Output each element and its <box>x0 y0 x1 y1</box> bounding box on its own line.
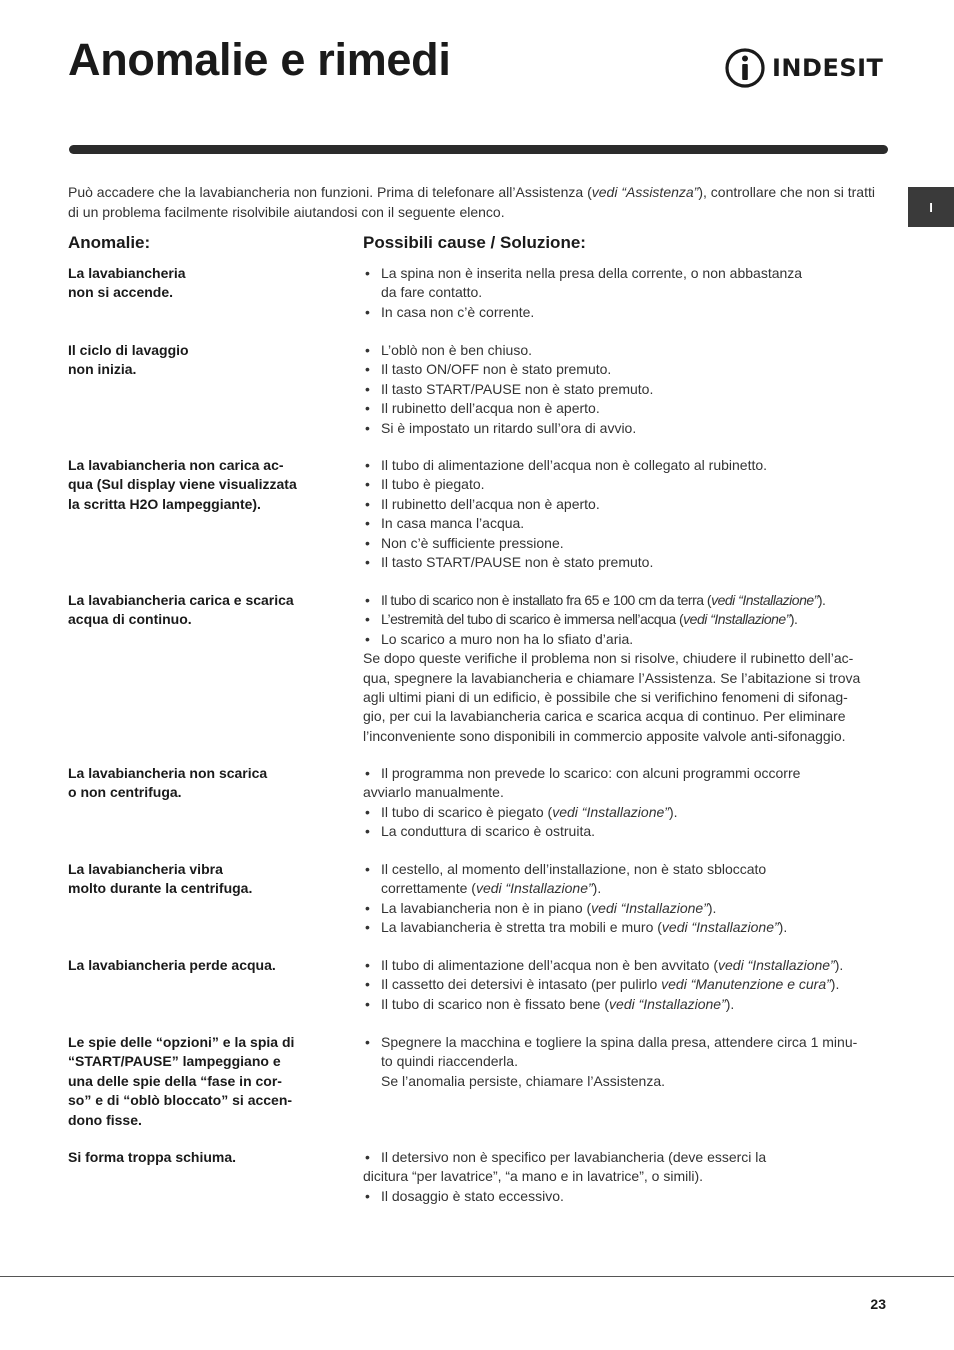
solution-segment: Il tasto START/PAUSE non è stato premuto. <box>381 380 654 397</box>
solution-segment: Il cestello, al momento dell’installazione, non è stato sbloccato <box>381 861 767 877</box>
solutions-column-heading: Possibili cause / Soluzione: <box>363 233 586 252</box>
solution-segment: Lo scarico a muro non ha lo sfiato d’aria. <box>381 630 634 647</box>
solution-bullet <box>363 380 885 399</box>
solution-segment: ). <box>668 803 678 820</box>
solution-bullet <box>363 995 885 1014</box>
anomaly-description <box>68 1148 330 1167</box>
solution-list <box>363 1148 885 1206</box>
solution-bullet <box>363 918 885 937</box>
solution-text <box>363 1052 885 1071</box>
anomaly-description <box>68 764 330 803</box>
intro-reference: vedi “Assistenza” <box>591 184 699 200</box>
solution-bullet <box>363 822 885 841</box>
solution-bullet <box>363 360 885 379</box>
solution-segment: ). <box>725 995 735 1012</box>
solution-segment: La conduttura di scarico è ostruita. <box>381 823 596 840</box>
solution-bullet <box>363 514 885 533</box>
solution-list <box>363 764 885 842</box>
cross-reference: vedi “Installazione” <box>661 919 779 936</box>
solution-list <box>363 860 885 938</box>
solution-segment: Il tubo di scarico non è installato fra 65 e 100 cm da terra ( <box>381 592 712 608</box>
solution-text <box>363 879 885 898</box>
solution-segment: avviarlo manualmente. <box>363 784 504 801</box>
anomaly-line: Si forma troppa schiuma. <box>68 1149 237 1165</box>
solution-bullet <box>363 956 885 975</box>
anomaly-description <box>68 341 330 380</box>
solution-bullet <box>363 803 885 822</box>
solution-segment: Spegnere la macchina e togliere la spina dalla presa, attendere circa 1 minu- <box>381 1034 858 1050</box>
anomaly-line: La lavabiancheria carica e scarica <box>68 592 294 608</box>
solution-segment: Il tasto START/PAUSE non è stato premuto. <box>381 554 654 571</box>
anomaly-line: o non centrifuga. <box>68 784 182 801</box>
solution-segment: ). <box>707 899 717 916</box>
solution-segment: Il dosaggio è stato eccessivo. <box>381 1187 564 1204</box>
solution-bullet <box>363 1187 885 1206</box>
cross-reference: vedi “Installazione” <box>475 880 593 897</box>
anomaly-line: dono fisse. <box>68 1111 142 1128</box>
solution-segment: Il tasto ON/OFF non è stato premuto. <box>381 361 612 378</box>
solution-list <box>363 591 885 746</box>
anomaly-line: non inizia. <box>68 361 137 378</box>
solution-bullet <box>363 899 885 918</box>
solution-bullet <box>363 341 885 360</box>
solution-text <box>363 1167 885 1186</box>
cross-reference: vedi “Manutenzione e cura” <box>661 976 831 993</box>
cross-reference: vedi “Installazione” <box>552 803 669 820</box>
solution-segment: L’estremità del tubo di scarico è immersa nell’acqua ( <box>381 611 684 628</box>
cross-reference: vedi “Installazione” <box>591 899 708 916</box>
cross-reference: vedi “Installazione” <box>711 592 818 608</box>
cross-reference: vedi “Installazione” <box>718 957 835 973</box>
solution-segment: Il detersivo non è specifico per lavabiancheria (deve esserci la <box>381 1149 767 1165</box>
solution-segment: ). <box>834 957 844 973</box>
solution-text <box>363 688 885 707</box>
anomaly-description <box>68 264 330 303</box>
intro-paragraph <box>68 183 883 222</box>
solution-bullet <box>363 399 885 418</box>
brand-wordmark: INDESIT <box>772 54 884 82</box>
anomaly-description <box>68 1033 330 1130</box>
solution-segment: L’oblò non è ben chiuso. <box>381 342 533 358</box>
solution-segment: Il tubo di scarico non è fissato bene ( <box>381 995 610 1012</box>
solution-segment: ). <box>592 880 602 897</box>
anomaly-description <box>68 956 330 975</box>
intro-text-before: Può accadere che la lavabiancheria non funzioni. Prima di telefonare all’Assistenza ( <box>68 184 592 200</box>
solution-segment: Il rubinetto dell’acqua non è aperto. <box>381 495 600 512</box>
solution-segment: ). <box>789 611 798 628</box>
anomaly-line: La lavabiancheria vibra <box>68 861 223 877</box>
anomaly-line: Il ciclo di lavaggio <box>68 342 189 358</box>
solution-list <box>363 341 885 438</box>
solution-segment: Il tubo è piegato. <box>381 476 485 493</box>
solution-segment: agli ultimi piani di un edificio, è possibile che si verifichino fenomeni di sifonag- <box>363 689 848 706</box>
solution-text <box>363 707 885 726</box>
solution-segment: l’inconveniente sono disponibili in commercio apposite valvole anti-sifonaggio. <box>363 727 846 744</box>
solution-text <box>363 283 885 302</box>
solution-text <box>363 649 885 668</box>
anomaly-description <box>68 860 330 899</box>
anomalies-column-heading: Anomalie: <box>68 233 151 252</box>
solution-segment: Si è impostato un ritardo sull’ora di avvio. <box>381 419 637 436</box>
solution-segment: ). <box>817 592 826 608</box>
solution-segment: Il tubo di alimentazione dell’acqua non è collegato al rubinetto. <box>381 457 768 473</box>
solution-bullet <box>363 264 885 283</box>
solution-text <box>363 669 885 688</box>
page-title: Anomalie e rimedi <box>68 34 451 85</box>
cross-reference: vedi “Installazione” <box>609 995 726 1012</box>
anomaly-line: Le spie delle “opzioni” e la spia di <box>68 1034 295 1050</box>
solution-bullet <box>363 303 885 322</box>
solution-segment: qua, spegnere la lavabiancheria e chiamare l’Assistenza. Se l’abitazione si trova <box>363 669 861 686</box>
anomaly-line: molto durante la centrifuga. <box>68 880 253 897</box>
solution-segment: La spina non è inserita nella presa della corrente, o non abbastanza <box>381 265 803 281</box>
solution-segment: Il cassetto dei detersivi è intasato (per pulirlo <box>381 976 662 993</box>
solution-segment: to quindi riaccenderla. <box>381 1053 518 1070</box>
solution-list <box>363 456 885 572</box>
solution-bullet <box>363 456 885 475</box>
solution-bullet <box>363 610 885 629</box>
solution-segment: Il programma non prevede lo scarico: con alcuni programmi occorre <box>381 765 801 781</box>
solution-text <box>363 1072 885 1091</box>
solution-bullet <box>363 1033 885 1052</box>
solution-list <box>363 1033 885 1091</box>
solution-list <box>363 956 885 1014</box>
anomaly-line: so” e di “oblò bloccato” si accen- <box>68 1092 293 1109</box>
solution-list <box>363 264 885 322</box>
language-tab: I <box>908 187 954 227</box>
brand-logo <box>724 46 888 90</box>
cross-reference: vedi “Installazione” <box>683 611 790 628</box>
solution-segment: Se dopo queste verifiche il problema non si risolve, chiudere il rubinetto dell’ac- <box>363 650 854 667</box>
solution-segment: dicitura “per lavatrice”, “a mano e in lavatrice”, o simili). <box>363 1168 703 1185</box>
anomaly-line: “START/PAUSE” lampeggiano e <box>68 1053 281 1070</box>
intro-text-after: ), controllare che non si tratti di un problema facilmente risolvibile aiutandosi con il seguente elenco. <box>68 184 875 220</box>
solution-text <box>363 783 885 802</box>
footer-divider <box>0 1276 954 1277</box>
anomaly-line: La lavabiancheria perde acqua. <box>68 957 276 973</box>
anomaly-line: non si accende. <box>68 284 174 301</box>
anomaly-line: La lavabiancheria non carica ac- <box>68 457 284 473</box>
solution-segment: Il rubinetto dell’acqua non è aperto. <box>381 400 600 417</box>
anomaly-line: una delle spie della “fase in cor- <box>68 1072 282 1089</box>
solution-bullet <box>363 764 885 783</box>
page-number: 23 <box>870 1296 886 1312</box>
solution-bullet <box>363 975 885 994</box>
solution-segment: In casa manca l’acqua. <box>381 515 525 532</box>
solution-bullet <box>363 1148 885 1167</box>
indesit-logo-icon <box>724 47 766 89</box>
solution-segment: ). <box>778 919 788 936</box>
solution-segment: Il tubo di scarico è piegato ( <box>381 803 553 820</box>
solution-segment: La lavabiancheria non è in piano ( <box>381 899 592 916</box>
solution-segment: gio, per cui la lavabiancheria carica e scarica acqua di continuo. Per eliminare <box>363 708 846 725</box>
solution-bullet <box>363 419 885 438</box>
solution-segment: Se l’anomalia persiste, chiamare l’Assistenza. <box>381 1072 666 1089</box>
solution-segment: da fare contatto. <box>381 284 483 301</box>
solution-segment: In casa non c’è corrente. <box>381 303 535 320</box>
solution-bullet <box>363 534 885 553</box>
solution-bullet <box>363 495 885 514</box>
solution-text <box>363 727 885 746</box>
anomaly-line: La lavabiancheria <box>68 265 186 281</box>
solution-segment: La lavabiancheria è stretta tra mobili e muro ( <box>381 919 662 936</box>
solution-bullet <box>363 475 885 494</box>
anomaly-line: la scritta H2O lampeggiante). <box>68 495 261 512</box>
solution-bullet <box>363 630 885 649</box>
solution-segment: ). <box>830 976 840 993</box>
solution-bullet <box>363 860 885 879</box>
solution-segment: Non c’è sufficiente pressione. <box>381 534 564 551</box>
anomaly-description <box>68 456 330 514</box>
anomaly-description <box>68 591 330 630</box>
solution-segment: correttamente ( <box>381 880 476 897</box>
solution-bullet <box>363 553 885 572</box>
anomaly-line: La lavabiancheria non scarica <box>68 765 268 781</box>
anomaly-line: qua (Sul display viene visualizzata <box>68 476 297 493</box>
solution-bullet <box>363 591 885 610</box>
header-divider <box>69 145 888 154</box>
solution-segment: Il tubo di alimentazione dell’acqua non è ben avvitato ( <box>381 957 718 973</box>
anomaly-line: acqua di continuo. <box>68 611 192 628</box>
